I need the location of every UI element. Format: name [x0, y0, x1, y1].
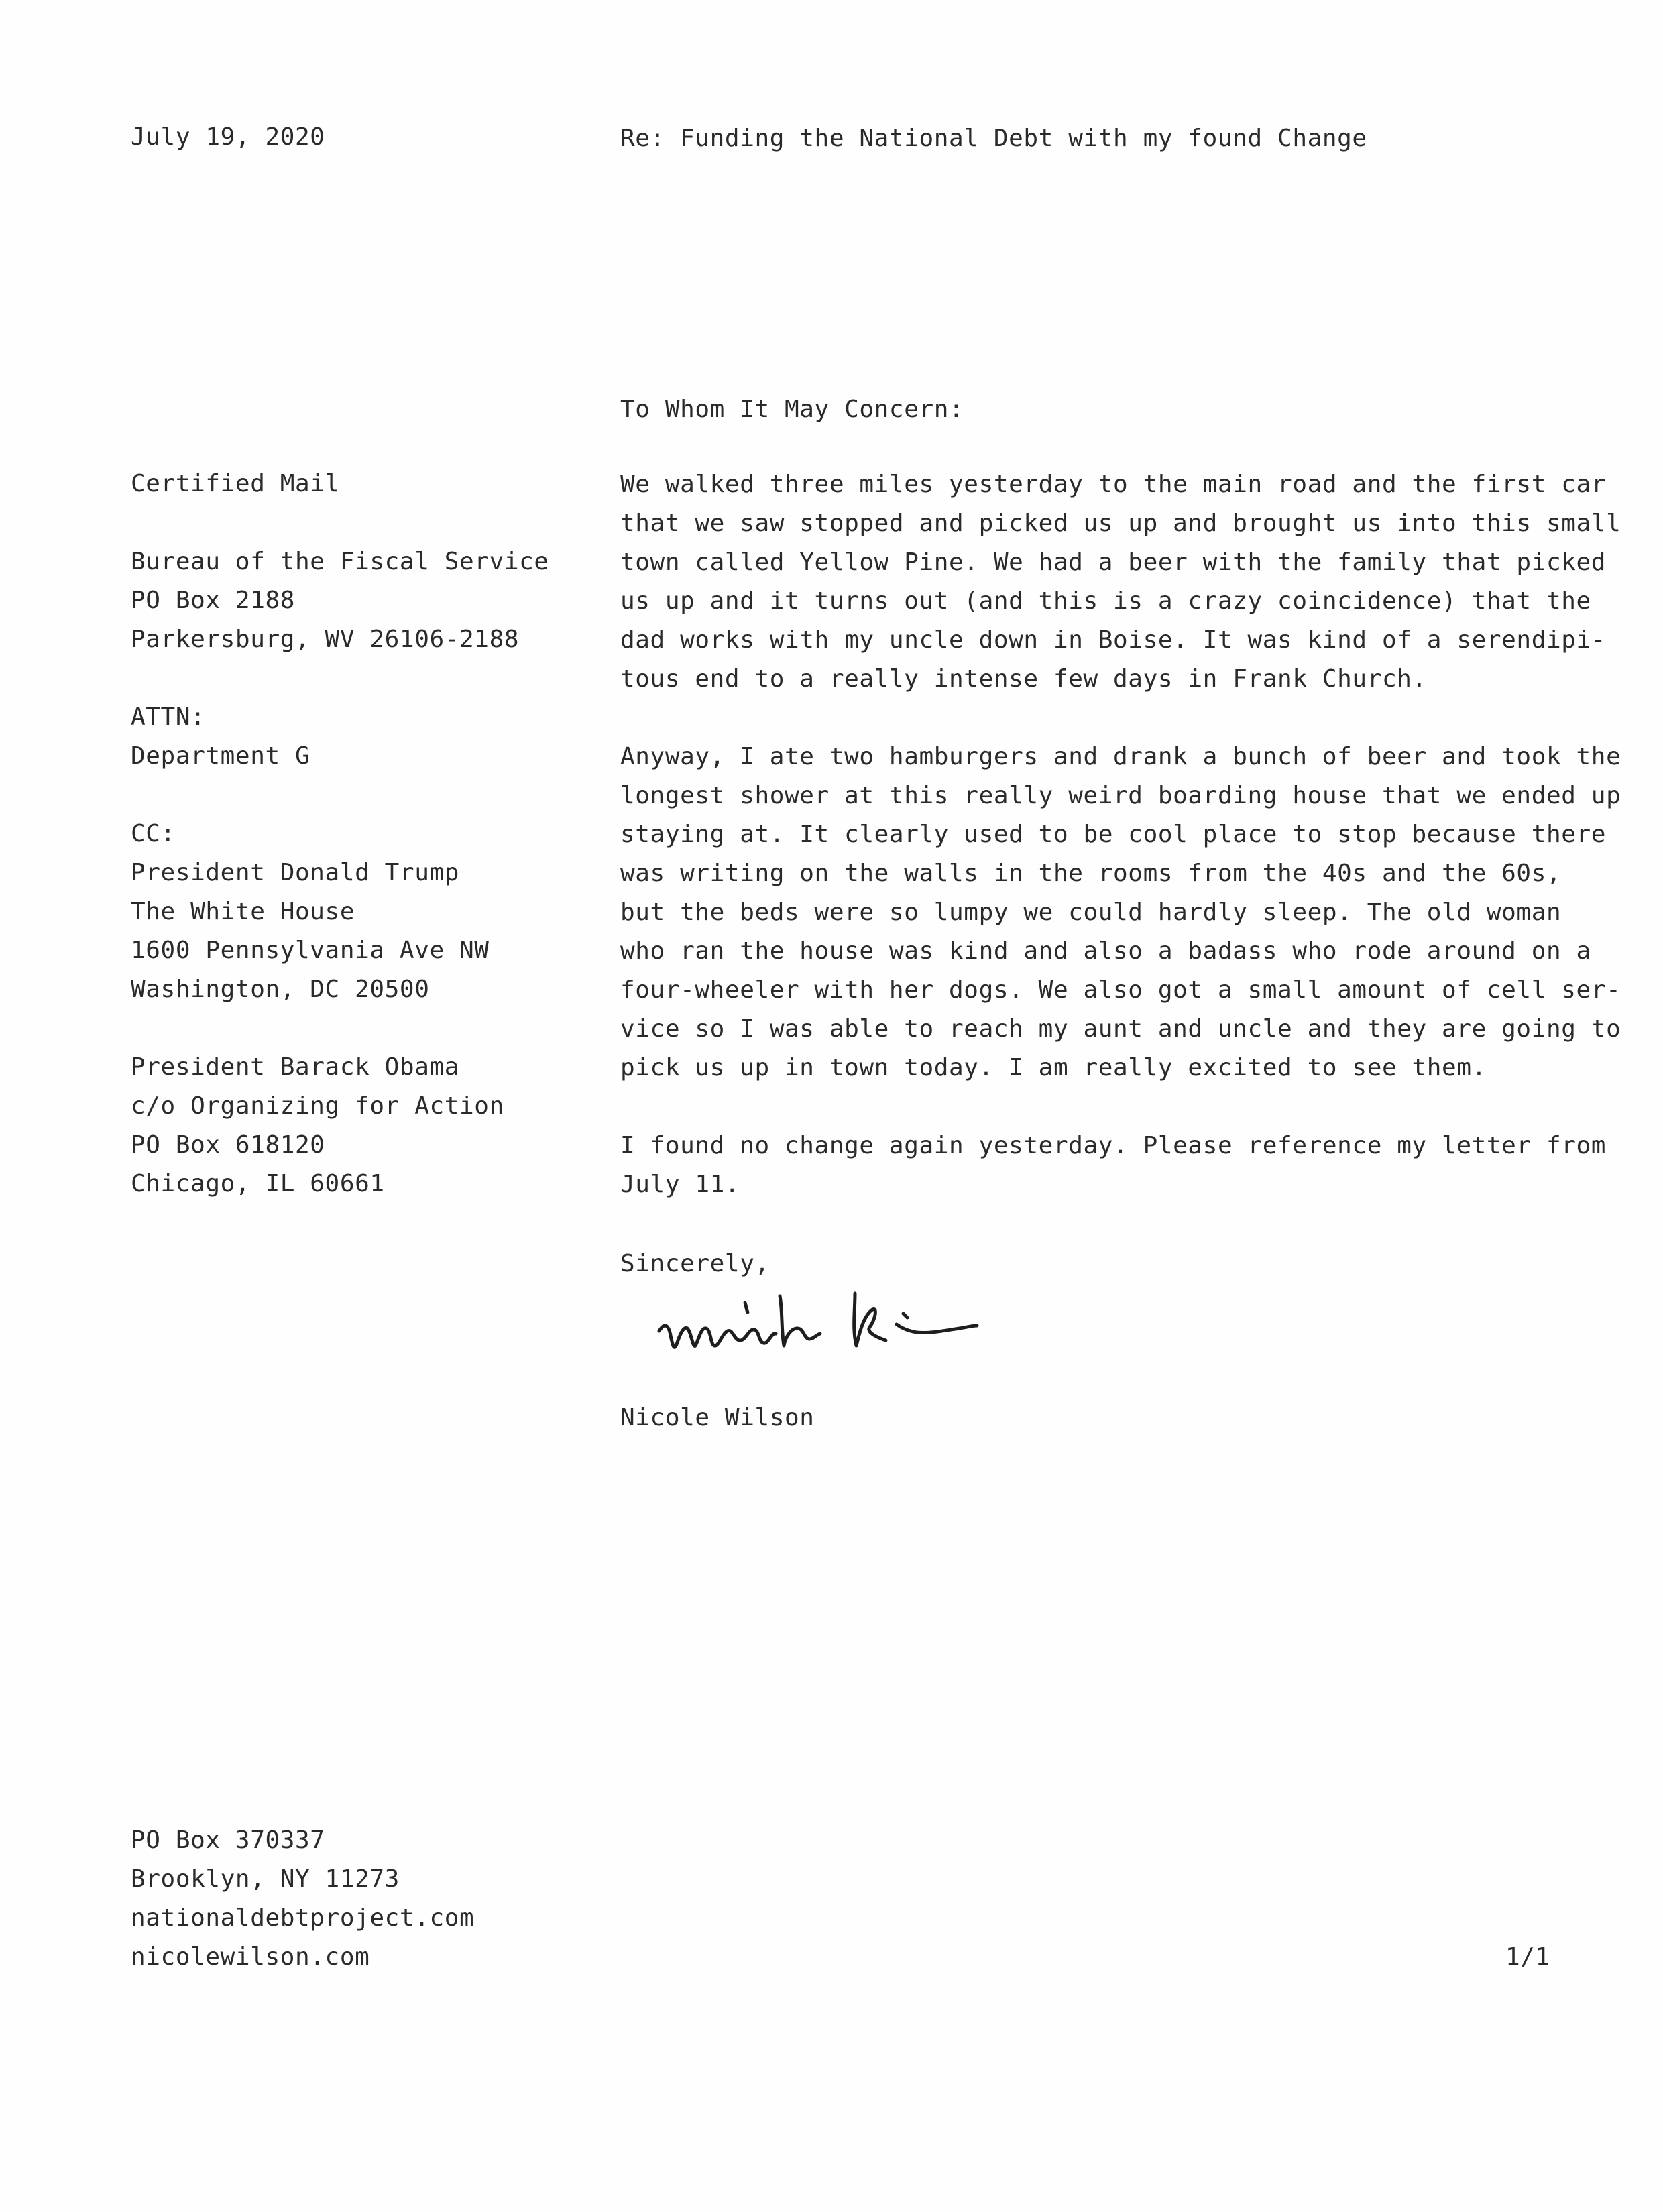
footer-contact — [131, 1821, 474, 1977]
body-line: vice so I was able to reach my aunt and uncle and they are going to — [620, 1015, 1621, 1043]
body-line: town called Yellow Pine. We had a beer with the family that picked — [620, 548, 1607, 576]
cc-label: CC: — [131, 820, 176, 848]
recipient-name: Bureau of the Fiscal Service — [131, 548, 549, 575]
address-block — [131, 465, 600, 1204]
signature-image — [654, 1284, 1002, 1371]
body-line: longest shower at this really weird boarding house that we ended up — [620, 782, 1621, 809]
cc-trump-address-line: 1600 Pennsylvania Ave NW — [131, 937, 490, 964]
attn-department: Department G — [131, 742, 310, 770]
body-line: July 11. — [620, 1171, 740, 1198]
body-line: us up and it turns out (and this is a crazy coincidence) that the — [620, 587, 1591, 615]
body-line: Anyway, I ate two hamburgers and drank a bunch of beer and took the — [620, 743, 1621, 770]
footer-po-box: PO Box 370337 — [131, 1826, 325, 1854]
body-line: that we saw stopped and picked us up and brought us into this small — [620, 510, 1621, 537]
body-line: staying at. It clearly used to be cool place to stop because there — [620, 821, 1607, 848]
closing: Sincerely, — [620, 1250, 770, 1277]
recipient-address-line: PO Box 2188 — [131, 587, 296, 614]
attn-label: ATTN: — [131, 703, 206, 731]
body-line: but the beds were so lumpy we could hardly sleep. The old woman — [620, 898, 1562, 926]
recipient-city: Parkersburg, WV 26106-2188 — [131, 626, 520, 653]
footer-website: nationaldebtproject.com — [131, 1904, 475, 1932]
salutation: To Whom It May Concern: — [620, 396, 964, 423]
cc-trump-address-line: The White House — [131, 898, 355, 925]
body-line: dad works with my uncle down in Boise. It was kind of a serendipi- — [620, 626, 1607, 654]
cc-obama-address-line: PO Box 618120 — [131, 1131, 325, 1159]
letter-body — [620, 465, 1621, 1204]
body-line: I found no change again yesterday. Please reference my letter from — [620, 1132, 1607, 1159]
cc-obama-address-line: c/o Organizing for Action — [131, 1092, 504, 1120]
cc-trump-city: Washington, DC 20500 — [131, 976, 430, 1003]
cc-obama-city: Chicago, IL 60661 — [131, 1170, 385, 1198]
footer-website: nicolewilson.com — [131, 1943, 370, 1971]
body-line: pick us up in town today. I am really excited to see them. — [620, 1054, 1487, 1082]
body-line: was writing on the walls in the rooms from the 40s and the 60s, — [620, 860, 1562, 887]
letter-date: July 19, 2020 — [131, 123, 325, 151]
page-number: 1/1 — [1505, 1943, 1550, 1971]
body-line: four-wheeler with her dogs. We also got a small amount of cell ser- — [620, 976, 1621, 1004]
paragraph-2 — [620, 738, 1621, 1088]
footer-city: Brooklyn, NY 11273 — [131, 1865, 400, 1893]
cc-obama-name: President Barack Obama — [131, 1053, 460, 1081]
delivery-method: Certified Mail — [131, 470, 340, 498]
paragraph-3 — [620, 1126, 1607, 1204]
paragraph-1 — [620, 465, 1621, 699]
letter-subject: Re: Funding the National Debt with my found Change — [620, 125, 1367, 152]
body-line: We walked three miles yesterday to the main road and the first car — [620, 471, 1607, 498]
cc-trump-name: President Donald Trump — [131, 859, 460, 886]
body-line: who ran the house was kind and also a badass who rode around on a — [620, 937, 1591, 965]
body-line: tous end to a really intense few days in Frank Church. — [620, 665, 1427, 693]
signer-name: Nicole Wilson — [620, 1404, 815, 1432]
